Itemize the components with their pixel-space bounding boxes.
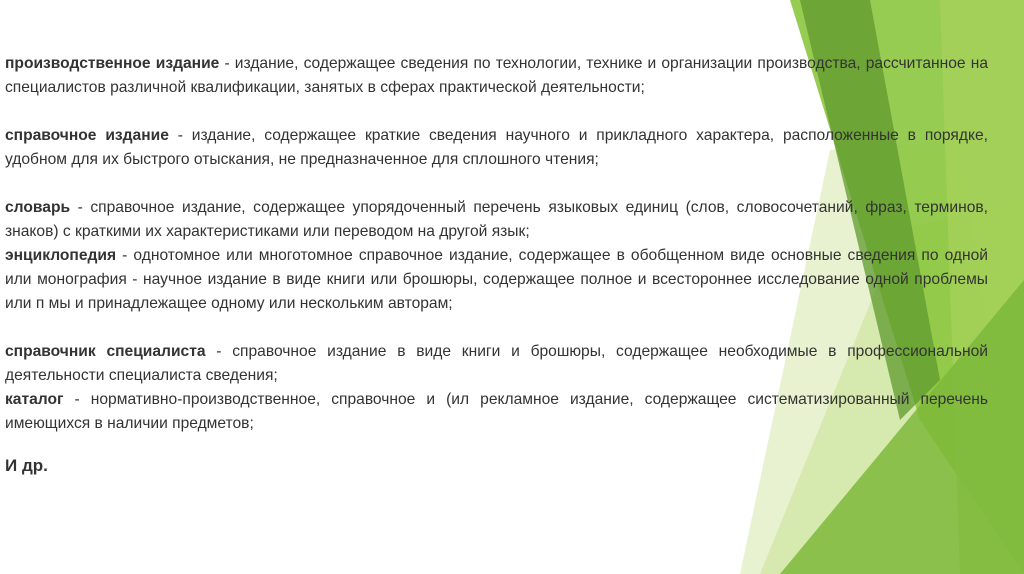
entry-term: словарь (5, 199, 71, 216)
entry-text: - издание, содержащее краткие сведения научного и прикладного характера, расположенные в порядке, удобном для их быстрого отыскания, не предназначенное для сплошного чтения; (5, 127, 988, 168)
entry-specialist-handbook (5, 340, 988, 388)
entry-encyclopedia (5, 244, 988, 316)
entry-term: производственное издание (5, 55, 220, 72)
definitions-list (5, 52, 988, 478)
entry-reference-edition (5, 124, 988, 172)
entry-text: - однотомное или многотомное справочное издание, содержащее в обобщенном виде основные сведения по одной или монография - научное издание в виде книги или брошюры, содержащее полное и всестороннее исследование одной проблемы или п мы и принадлежащее одному или нескольким авторам; (5, 247, 988, 312)
entry-text: - справочное издание в виде книги и брошюры, содержащее необходимые в профессиональной деятельности специалиста сведения; (5, 343, 988, 384)
entry-production-edition (5, 52, 988, 100)
entry-term: справочное издание (5, 127, 169, 144)
entry-dictionary (5, 196, 988, 244)
entry-term: справочник специалиста (5, 343, 206, 360)
closing-text: И др. (5, 456, 48, 475)
entry-term: каталог (5, 391, 64, 408)
entry-catalog (5, 388, 988, 436)
entry-term: энциклопедия (5, 247, 117, 264)
entry-text: - издание, содержащее сведения по технологии, технике и организации производства, рассчитанное на специалистов различной квалификации, занятых в сферах практической деятельности; (5, 55, 988, 96)
entry-text: - нормативно-производственное, справочное и (ил рекламное издание, содержащее систематизированный перечень имеющихся в наличии предметов; (5, 391, 988, 432)
entry-text: - справочное издание, содержащее упорядоченный перечень языковых единиц (слов, словосочетаний, фраз, терминов, знаков) с краткими их характеристиками или переводом на другой язык; (5, 199, 988, 240)
